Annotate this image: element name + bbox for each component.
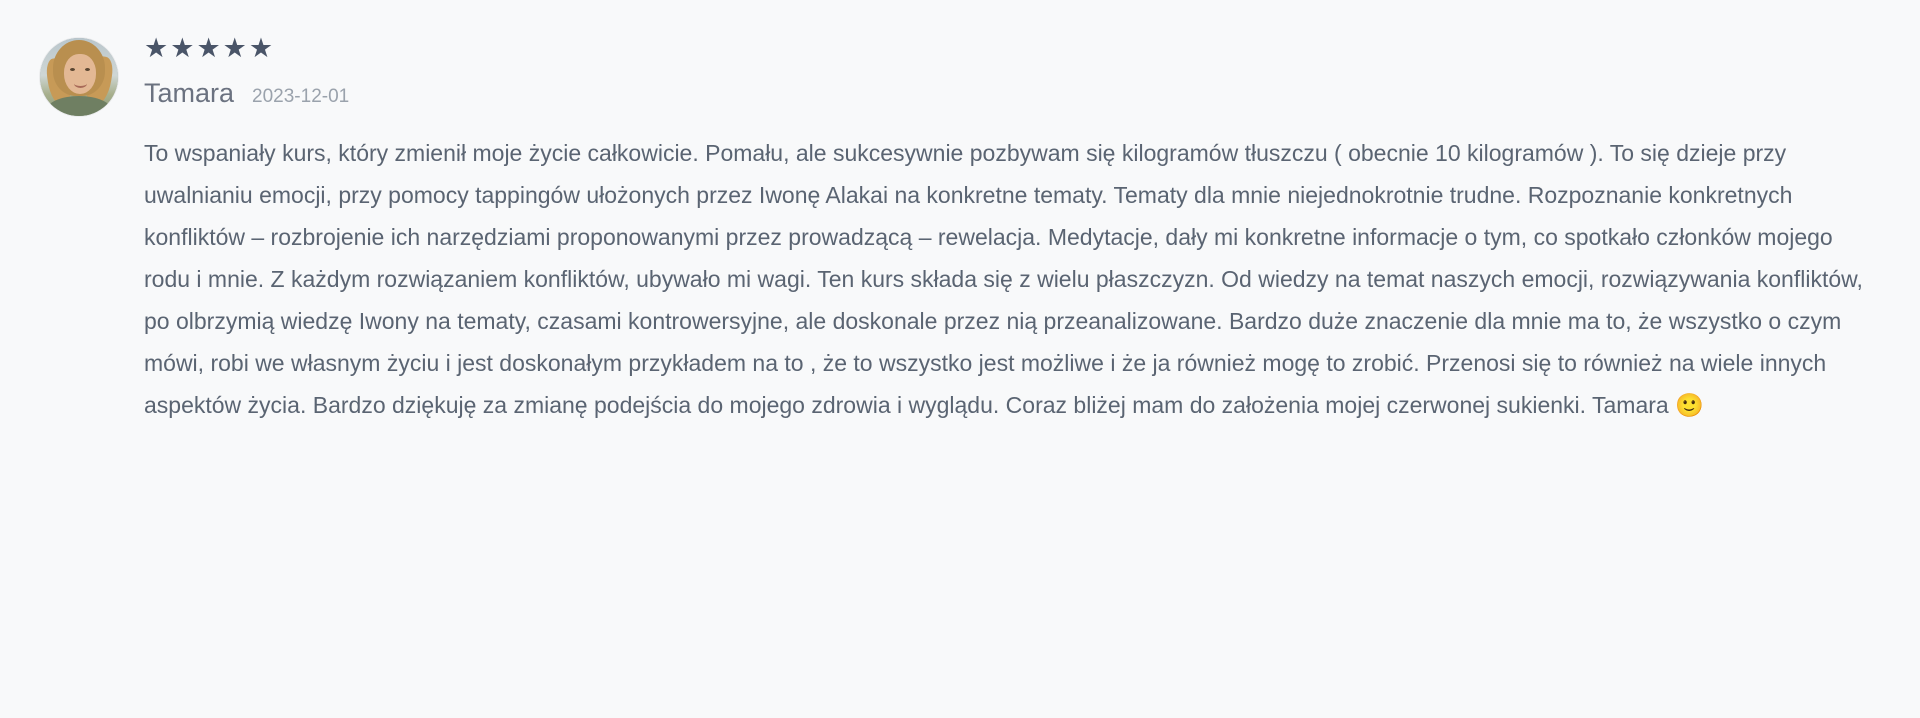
review-meta [144, 78, 1880, 108]
review-date: 2023-12-01 [252, 86, 350, 107]
review-author: Tamara [144, 78, 235, 108]
star-icon-5: ★ [248, 33, 276, 63]
avatar-eye-left [70, 68, 75, 71]
avatar-face [64, 54, 96, 94]
star-icon-3: ★ [196, 33, 223, 63]
avatar-eye-right [85, 68, 90, 71]
star-icon-4: ★ [222, 33, 249, 63]
review-body: To wspaniały kurs, który zmienił moje życie całkowicie. Pomału, ale sukcesywnie pozbywam się kilogramów tłuszczu ( obecnie 10 kilogramów ). To się dzieje przy uwalnianiu emocji, przy pomocy tappingów ułożonych przez Iwonę Alakai na konkretne tematy. Tematy dla mnie niejednokrotnie trudne. Rozpoznanie konkretnych konfliktów – rozbrojenie ich narzędziami proponowanymi przez prowadzącą – rewelacja. Medytacje, dały mi konkretne informacje o tym, co spotkało członków mojego rodu i mnie. Z każdym rozwiązaniem konfliktów, ubywało mi wagi. Ten kurs składa się z wielu płaszczyzn. Od wiedzy na temat naszych emocji, rozwiązywania konfliktów, po olbrzymią wiedzę Iwony na tematy, czasami kontrowersyjne, ale doskonale przez nią przeanalizowane. Bardzo duże znaczenie dla mnie ma to, że wszystko o czym mówi, robi we własnym życiu i jest doskonałym przykładem na to , że to wszystko jest możliwe i że ja również mogę to zrobić. Przenosi się to również na wiele innych aspektów życia. Bardzo dziękuję za zmianę podejścia do mojego zdrowia i wyglądu. Coraz bliżej mam do założenia mojej czerwonej sukienki. Tamara 🙂 [144, 140, 1870, 418]
star-icon-2: ★ [170, 33, 197, 63]
star-icon-1: ★ [144, 33, 171, 63]
avatar-wrap [40, 34, 122, 116]
review-content [122, 34, 1880, 426]
avatar-smile [74, 79, 87, 88]
star-rating [144, 34, 1880, 62]
avatar [40, 38, 118, 116]
